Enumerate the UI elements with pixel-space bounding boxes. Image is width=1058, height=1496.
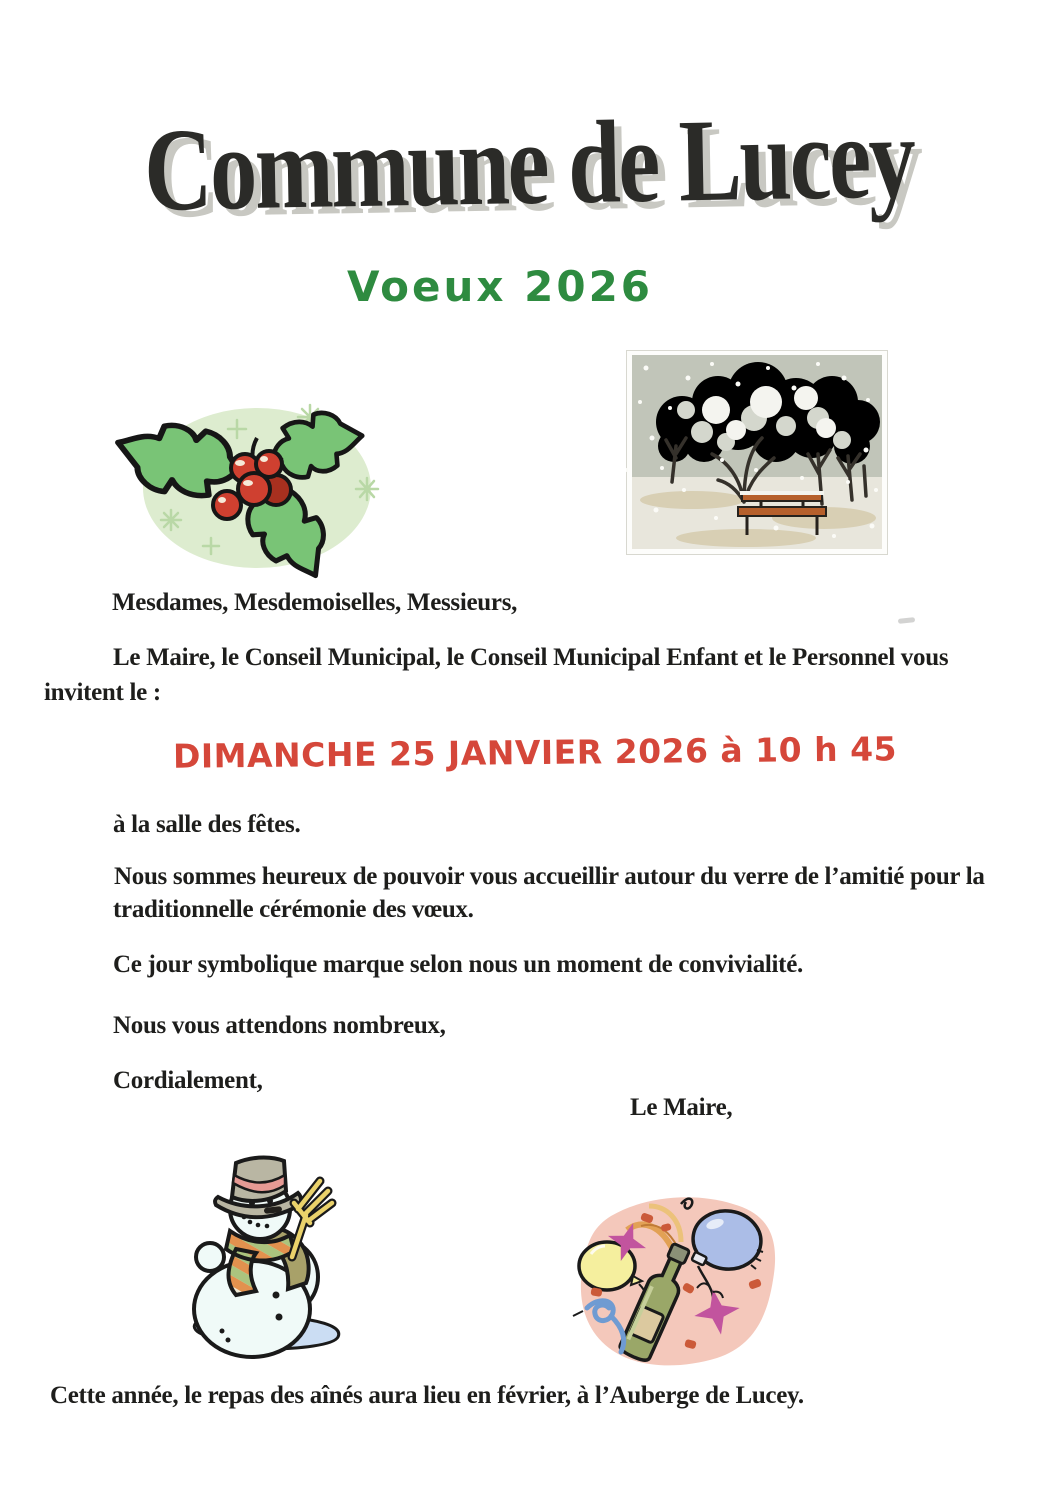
snowman-hat [215,1158,301,1218]
invitation-line-1: Le Maire, le Conseil Municipal, le Conseil Municipal Enfant et le Personnel vous [113,644,949,671]
signature-line: Le Maire, [630,1094,733,1121]
footer-note: Cette année, le repas des aînés aura lieu en février, à l’Auberge de Lucey. [50,1382,804,1409]
awaiting-line: Nous vous attendons nombreux, [113,1012,446,1039]
scan-smudge [898,617,915,624]
winter-scene-illustration [626,350,888,555]
page-title-wrap [0,91,1058,236]
event-subtitle: Voeux 2026 [346,262,654,311]
venue-line: à la salle des fêtes. [113,811,301,838]
invitation-line-2: invitent le : [44,679,161,706]
salutation-line: Mesdames, Mesdemoiselles, Messieurs, [112,589,518,616]
welcome-line-1: Nous sommes heureux de pouvoir vous accueillir autour du verre de l’amitié pour la [114,863,985,890]
snowman-illustration [180,1145,385,1370]
closing-line: Cordialement, [113,1067,263,1094]
page-title: Commune de Lucey [143,91,915,236]
party-illustration [565,1188,795,1378]
welcome-line-2: traditionnelle cérémonie des vœux. [113,896,474,923]
symbolic-line: Ce jour symbolique marque selon nous un moment de convivialité. [113,951,803,978]
holly-illustration [105,390,395,580]
event-date-line: DIMANCHE 25 JANVIER 2026 à 10 h 45 [172,729,898,776]
snowball-hand [196,1243,224,1271]
